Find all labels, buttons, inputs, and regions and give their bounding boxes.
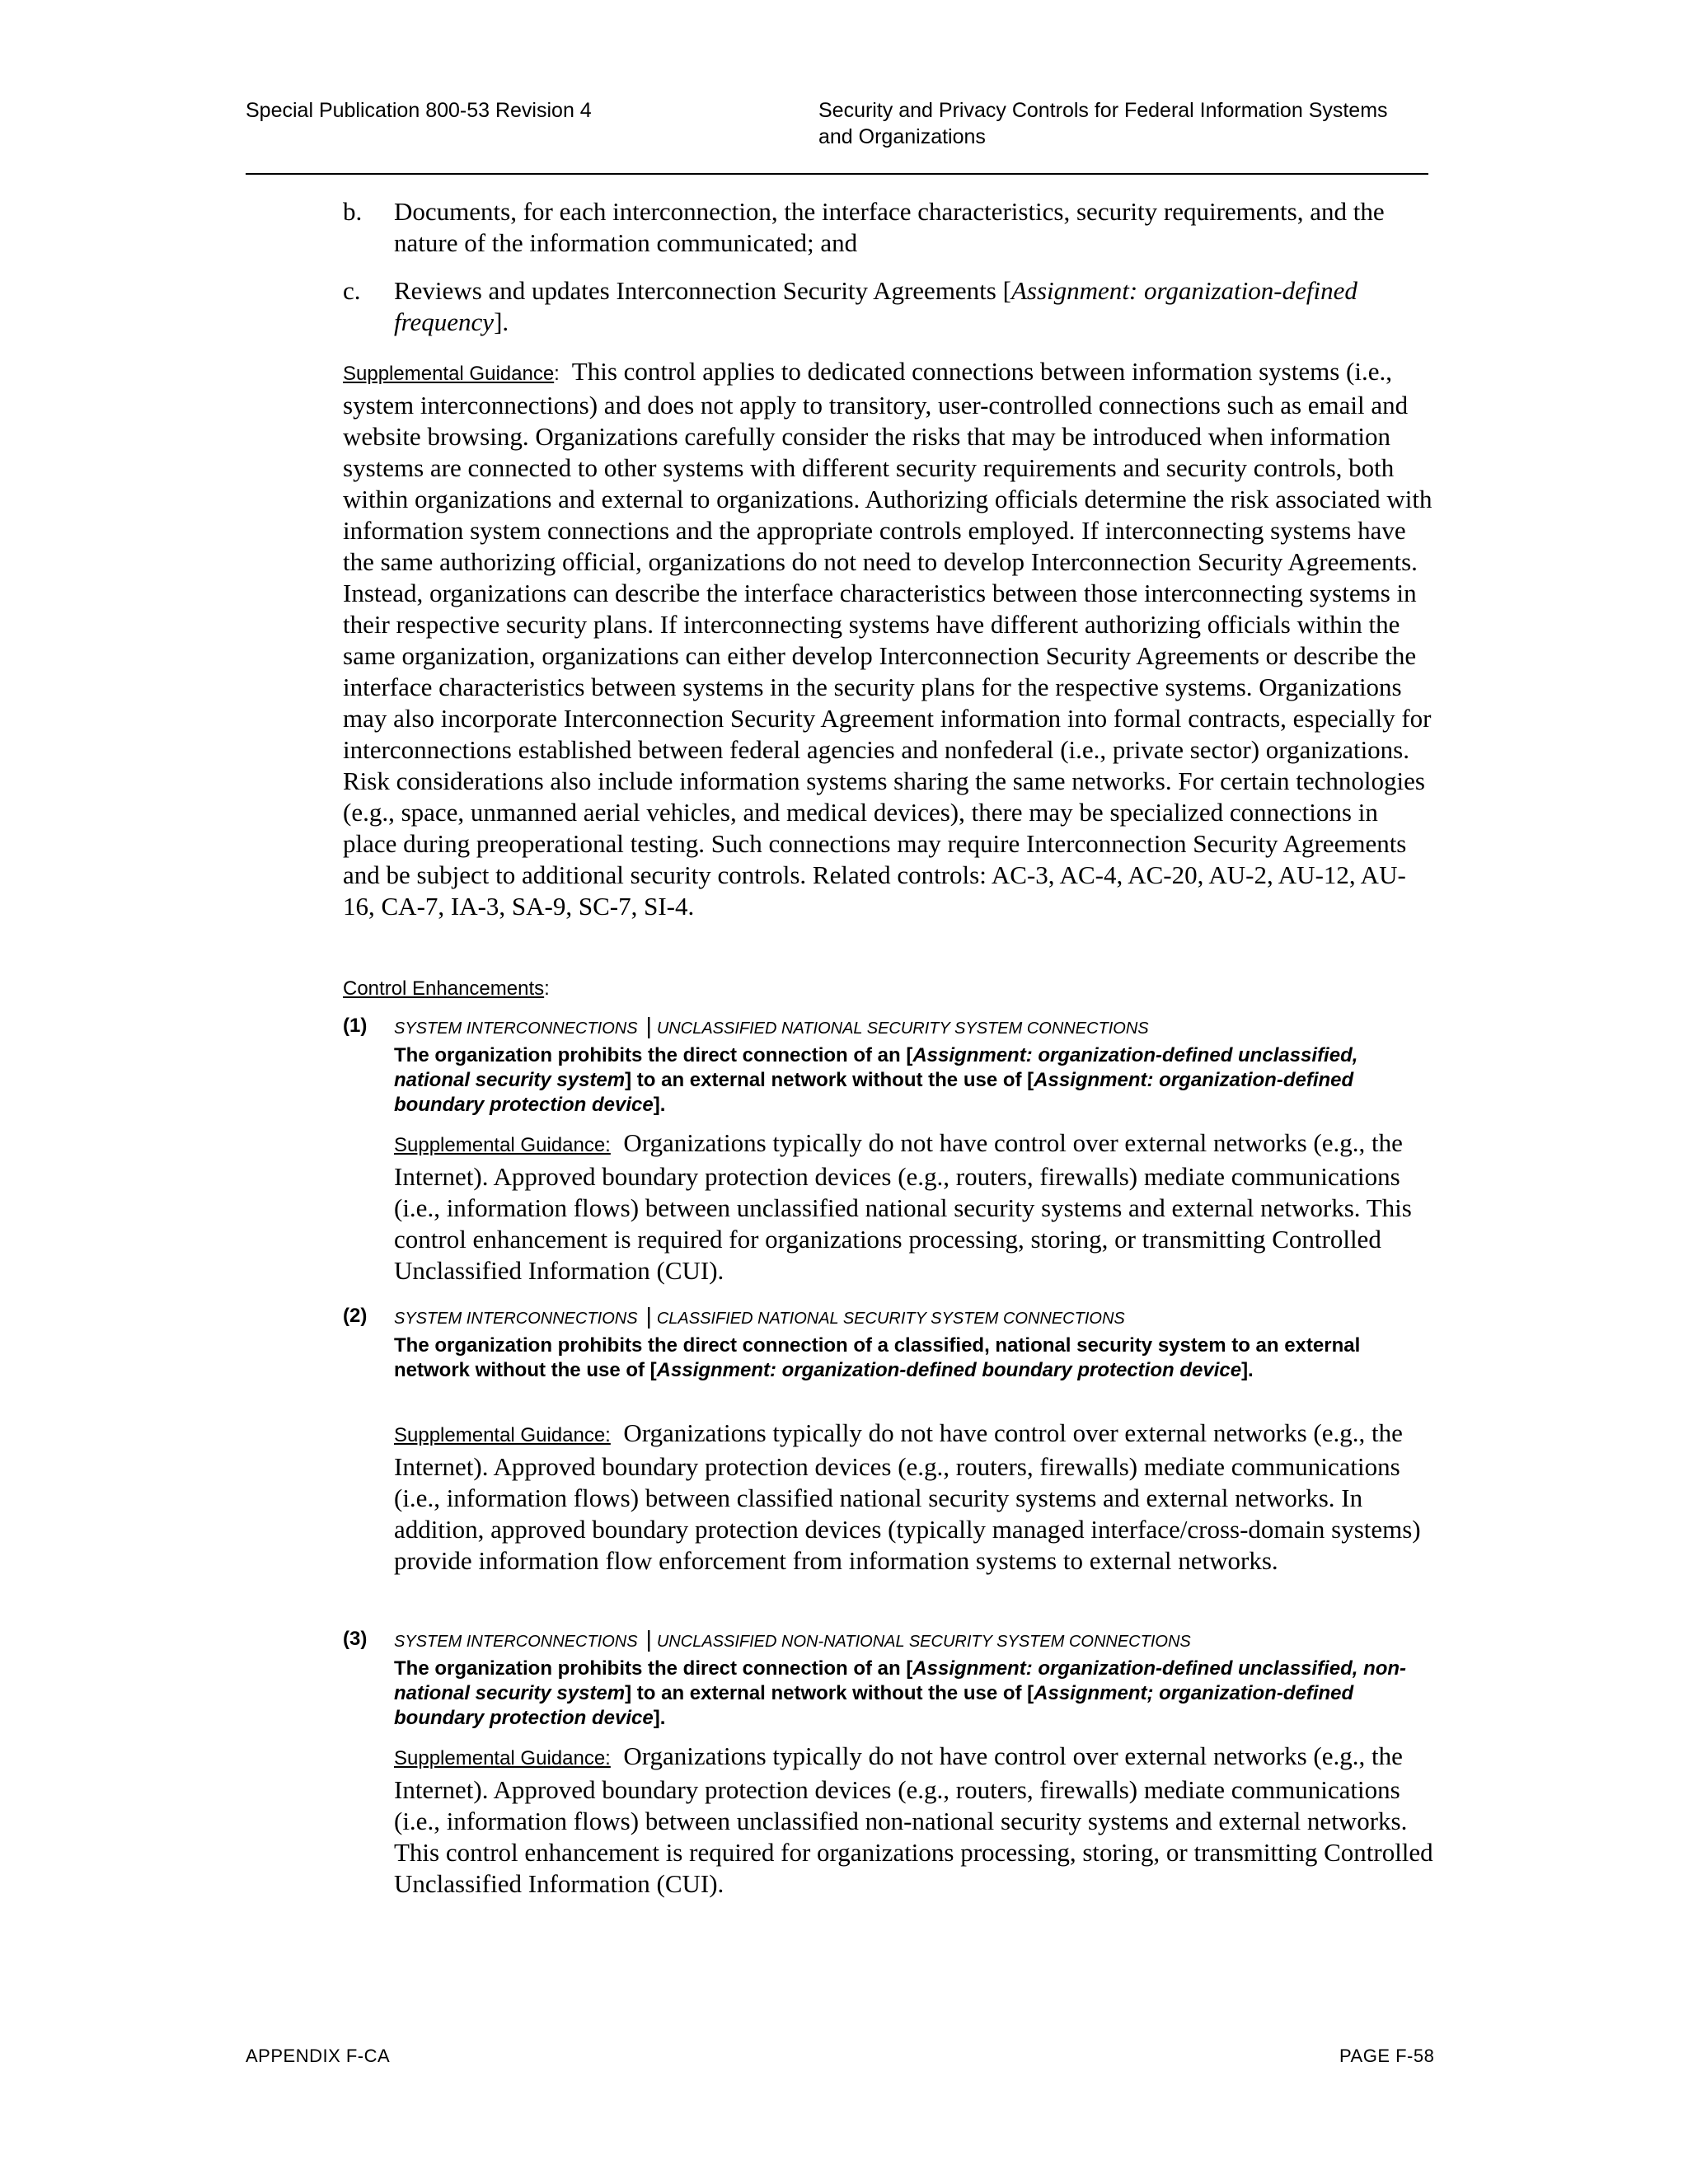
assignment-parameter: Assignment: organization-defined unclassified, national security system <box>394 1044 1358 1091</box>
enhancement-title <box>394 1627 1191 1654</box>
enhancement-supplemental-guidance <box>394 1127 1437 1286</box>
list-item-c-text-part: ]. <box>494 307 509 336</box>
label-colon: : <box>554 363 560 385</box>
list-item-c <box>343 275 1431 338</box>
requirement-text: The organization prohibits the direct connection of an [ <box>394 1044 913 1066</box>
enhancement-number: (1) <box>343 1015 368 1037</box>
enhancement-title-right: UNCLASSIFIED NON-NATIONAL SECURITY SYSTEM CONNECTIONS <box>656 1633 1191 1651</box>
page-number: PAGE F-58 <box>1339 2046 1435 2066</box>
control-enhancements-label: Control Enhancements <box>343 977 545 1000</box>
requirement-text: ]. <box>1241 1359 1254 1381</box>
supplemental-guidance-text: This control applies to dedicated connections between information systems (i.e., system interconnections) and does not apply to transitory, user-controlled connections such as email and website browsing. Organizations carefully consider the risks that may be introduced when information systems are connected to other systems with different security requirements and security controls, both within organizations and external to organizations. Authorizing officials determine the risk associated with information system connections and the appropriate controls employed. If interconnecting systems have the same authorizing official, organizations do not need to develop Interconnection Security Agreements. Instead, organizations can describe the interface characteristics between those interconnecting systems in their respective security plans. If interconnecting systems have different authorizing officials within the same organization, organizations can either develop Interconnection Security Agreements or describe the interface characteristics between systems in the security plans for the respective systems. Organizations may also incorporate Interconnection Security Agreement information into formal contracts, especially for interconnections established between federal agencies and nonfederal (i.e., private sector) organizations. Risk considerations also include information systems sharing the same networks. For certain technologies (e.g., space, unmanned aerial vehicles, and medical devices), there may be specialized connections in place during preoperational testing. Such connections may require Interconnection Security Agreements and be subject to additional security controls. <box>343 357 1432 889</box>
requirement-text: ] to an external network without the use of [ <box>625 1069 1034 1091</box>
enhancement-number: (2) <box>343 1305 368 1327</box>
supplemental-guidance-label: Supplemental Guidance: <box>394 1134 611 1156</box>
list-marker-b: b. <box>343 197 363 226</box>
supplemental-guidance-label: Supplemental Guidance: <box>394 1424 611 1446</box>
list-item-b-text: Documents, for each interconnection, the interface characteristics, security requirements, and the nature of the information communicated; and <box>394 197 1385 257</box>
requirement-text: The organization prohibits the direct connection of a classified, national security system to an external network without the use of [ <box>394 1334 1361 1381</box>
assignment-parameter: Assignment: organization-defined frequency <box>394 276 1357 336</box>
assignment-parameter: Assignment: organization-defined boundary protection device <box>394 1069 1354 1116</box>
running-footer-left: APPENDIX F-CA <box>246 2046 391 2066</box>
assignment-parameter: Assignment: organization-defined unclassified, non-national security system <box>394 1657 1407 1704</box>
enhancement-requirement <box>394 1333 1428 1383</box>
list-marker-c: c. <box>343 276 361 305</box>
list-item-b <box>343 196 1431 259</box>
enhancement-supplemental-guidance <box>394 1741 1437 1900</box>
enhancement-title <box>394 1014 1149 1041</box>
requirement-text: ]. <box>653 1094 666 1116</box>
running-header-left: Special Publication 800-53 Revision 4 <box>246 99 592 122</box>
enhancement-title-right: UNCLASSIFIED NATIONAL SECURITY SYSTEM CONNECTIONS <box>656 1019 1149 1038</box>
running-header-right <box>818 97 1445 150</box>
supplemental-guidance-label: Supplemental Guidance: <box>394 1747 611 1769</box>
enhancement-title-right: CLASSIFIED NATIONAL SECURITY SYSTEM CONNECTIONS <box>656 1310 1125 1328</box>
title-separator: | <box>645 1303 652 1329</box>
requirement-text: ] to an external network without the use of [ <box>625 1682 1034 1704</box>
supplemental-guidance-text: Organizations typically do not have control over external networks (e.g., the Internet). Approved boundary protection devices (e.g., routers, firewalls) mediate communications (i.e., information flows) between unclassified national security systems and external networks. This control enhancement is required for organizations processing, storing, or transmitting Controlled Unclassified Information (CUI). <box>394 1128 1412 1285</box>
list-item-c-text-part: Reviews and updates Interconnection Security Agreements [ <box>394 276 1011 305</box>
enhancement-title-left: SYSTEM INTERCONNECTIONS <box>394 1633 638 1651</box>
enhancement-requirement <box>394 1043 1428 1118</box>
running-header-right-line2: and Organizations <box>818 125 986 148</box>
list-item-c-text <box>394 275 1431 338</box>
control-enhancements-heading <box>343 971 1435 1005</box>
running-header-right-line1: Security and Privacy Controls for Federal Information Systems <box>818 99 1388 122</box>
supplemental-guidance <box>343 356 1435 922</box>
enhancement-supplemental-guidance <box>394 1418 1437 1577</box>
enhancement-title-left: SYSTEM INTERCONNECTIONS <box>394 1310 638 1328</box>
supplemental-guidance-text: Organizations typically do not have control over external networks (e.g., the Internet). Approved boundary protection devices (e.g., routers, firewalls) mediate communications (i.e., information flows) between unclassified non-national security systems and external networks. This control enhancement is required for organizations processing, storing, or transmitting Controlled Unclassified Information (CUI). <box>394 1741 1433 1898</box>
enhancement-title <box>394 1304 1125 1331</box>
assignment-parameter: Assignment: organization-defined boundary protection device <box>656 1359 1242 1381</box>
supplemental-guidance-label: Supplemental Guidance <box>343 363 555 385</box>
enhancement-requirement <box>394 1657 1428 1731</box>
requirement-text: The organization prohibits the direct connection of an [ <box>394 1657 913 1680</box>
enhancement-number: (3) <box>343 1628 368 1650</box>
related-controls: Related controls: AC-3, AC-4, AC-20, AU-2, AU-12, AU-16, CA-7, IA-3, SA-9, SC-7, SI-4. <box>343 860 1406 921</box>
label-colon: : <box>544 977 550 1000</box>
title-separator: | <box>645 1626 652 1652</box>
requirement-text: ]. <box>653 1707 666 1729</box>
supplemental-guidance-text: Organizations typically do not have control over external networks (e.g., the Internet). Approved boundary protection devices (e.g., routers, firewalls) mediate communications (i.e., information flows) between classified national security systems and external networks. In addition, approved boundary protection devices (typically managed interface/cross-domain systems) provide information flow enforcement from information systems to external networks. <box>394 1418 1421 1575</box>
header-rule <box>246 173 1428 175</box>
assignment-parameter: Assignment; organization-defined boundary protection device <box>394 1682 1354 1729</box>
enhancement-title-left: SYSTEM INTERCONNECTIONS <box>394 1019 638 1038</box>
title-separator: | <box>645 1013 652 1038</box>
